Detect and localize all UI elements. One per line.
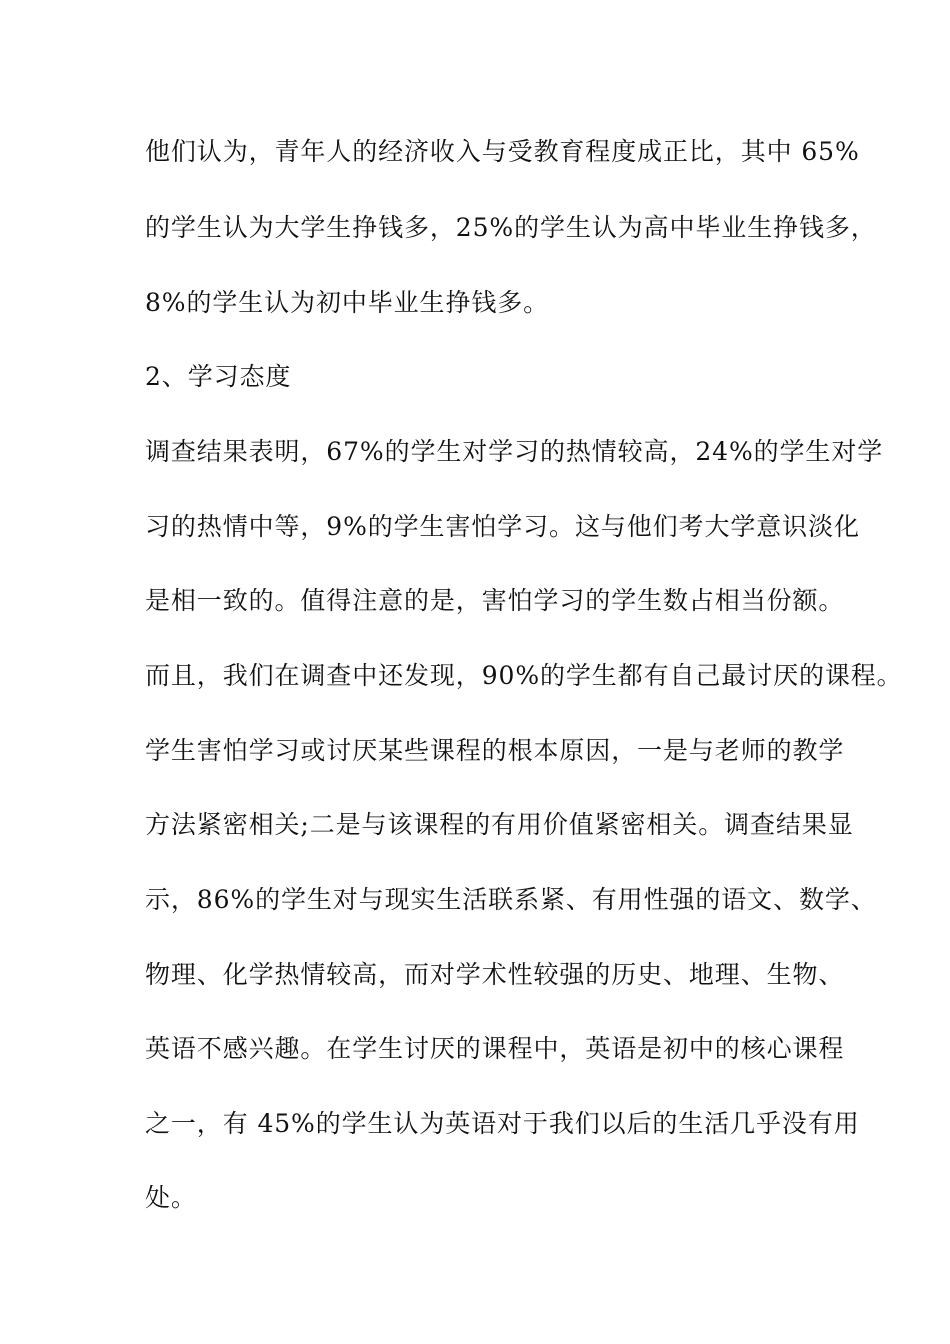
text-line: 物理、化学热情较高，而对学术性较强的历史、地理、生物、 [145,960,845,989]
text-line: 示，86%的学生对与现实生活联系紧、有用性强的语文、数学、 [145,885,877,914]
text-line: 调查结果表明，67%的学生对学习的热情较高，24%的学生对学 [145,437,884,466]
text-line: 处。 [145,1183,197,1212]
section-heading: 2、学习态度 [145,362,292,391]
text-line: 学生害怕学习或讨厌某些课程的根本原因，一是与老师的教学 [145,736,845,765]
text-line: 方法紧密相关;二是与该课程的有用价值紧密相关。调查结果显 [145,810,854,839]
text-line: 是相一致的。值得注意的是，害怕学习的学生数占相当份额。 [145,586,845,615]
text-line: 之一，有 45%的学生认为英语对于我们以后的生活几乎没有用 [145,1109,860,1138]
text-line: 8%的学生认为初中毕业生挣钱多。 [145,288,550,317]
text-line: 的学生认为大学生挣钱多，25%的学生认为高中毕业生挣钱多， [145,213,877,242]
text-line: 而且，我们在调查中还发现，90%的学生都有自己最讨厌的课程。 [145,661,903,690]
text-line: 英语不感兴趣。在学生讨厌的课程中，英语是初中的核心课程 [145,1034,845,1063]
text-line: 习的热情中等，9%的学生害怕学习。这与他们考大学意识淡化 [145,512,860,541]
text-line: 他们认为，青年人的经济收入与受教育程度成正比，其中 65% [145,137,860,166]
